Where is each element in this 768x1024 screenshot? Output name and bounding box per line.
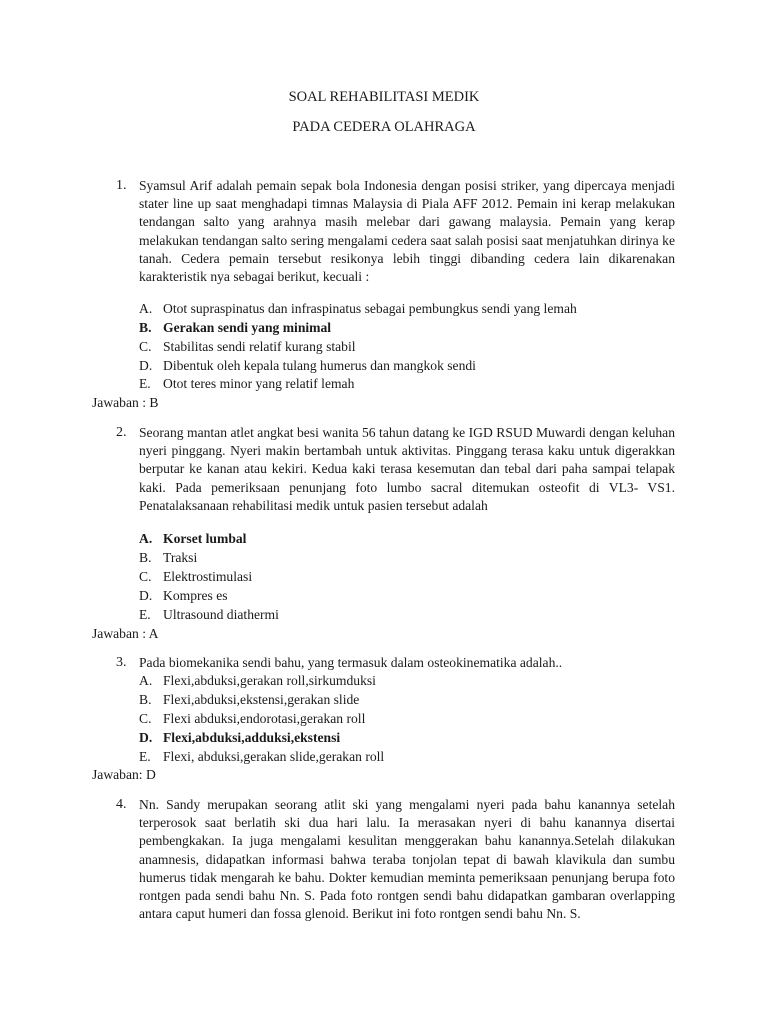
question-stem: Syamsul Arif adalah pemain sepak bola Indonesia dengan posisi striker, yang dipercaya menjadi stater line up saat menghadapi timnas Malaysia di Piala AFF 2012. Pemain ini kerap melakukan tendangan salto yang arahnya masih melebar dari gawang malaysia. Pemain yang kerap melakukan tendangan salto sering mengalami cedera saat salah posisi saat menjatuhkan dirinya ke tanah. Cedera pemain tersebut resikonya lebih tinggi dibanding cedera lain dikarenakan karakteristik nya sebagai berikut, kecuali : <box>139 178 675 285</box>
option-text: Otot teres minor yang relatif lemah <box>163 376 355 391</box>
option-letter: C. <box>139 569 152 584</box>
option-text: Flexi,abduksi,gerakan roll,sirkumduksi <box>163 673 376 688</box>
option-letter: E. <box>139 749 151 764</box>
option-letter: C. <box>139 339 152 354</box>
option-text: Traksi <box>163 550 198 565</box>
option-text: Korset lumbal <box>163 531 247 546</box>
question-number: 4. <box>116 797 127 812</box>
option-text: Flexi,abduksi,adduksi,ekstensi <box>163 730 341 745</box>
option-letter: B. <box>139 692 152 707</box>
option-letter: D. <box>139 358 153 373</box>
question-stem: Pada biomekanika sendi bahu, yang termasuk dalam osteokinematika adalah.. <box>139 655 563 670</box>
answer-key: Jawaban : A <box>92 626 159 641</box>
option-letter: A. <box>139 531 153 546</box>
option-text: Stabilitas sendi relatif kurang stabil <box>163 339 356 354</box>
option-text: Flexi, abduksi,gerakan slide,gerakan roll <box>163 749 385 764</box>
option-text: Flexi abduksi,endorotasi,gerakan roll <box>163 711 366 726</box>
option-letter: D. <box>139 588 153 603</box>
option-letter: B. <box>139 320 152 335</box>
option-letter: E. <box>139 607 151 622</box>
option-text: Ultrasound diathermi <box>163 607 279 622</box>
option-letter: B. <box>139 550 152 565</box>
question-number: 1. <box>116 178 127 193</box>
option-letter: C. <box>139 711 152 726</box>
option-text: Otot supraspinatus dan infraspinatus sebagai pembungkus sendi yang lemah <box>163 301 577 316</box>
answer-key: Jawaban : B <box>92 395 159 410</box>
question-stem: Nn. Sandy merupakan seorang atlit ski yang mengalami nyeri pada bahu kanannya setelah terperosok saat berlatih ski dua hari lalu. Ia merasakan nyeri di bahu kanannya disertai pembengkakan. Ia juga mengalami kesulitan menggerakan bahu kanannya.Setelah dilakukan anamnesis, didapatkan informasi bahwa teraba tonjolan tepat di bawah klavikula dan sumbu humerus tidak mengarah ke bahu. Dokter kemudian meminta pemeriksaan penunjang berupa foto rontgen pada sendi bahu Nn. S. Pada foto rontgen sendi bahu didapatkan gambaran overlapping antara caput humeri dan fossa glenoid. Berikut ini foto rontgen sendi bahu Nn. S. <box>139 797 675 922</box>
document-subtitle: PADA CEDERA OLAHRAGA <box>292 119 476 135</box>
answer-key: Jawaban: D <box>92 767 156 782</box>
option-text: Kompres es <box>163 588 228 603</box>
question-stem: Seorang mantan atlet angkat besi wanita 56 tahun datang ke IGD RSUD Muwardi dengan keluhan nyeri pinggang. Nyeri makin bertambah untuk aktivitas. Pinggang terasa kaku untuk digerakkan berputar ke kanan atau kekiri. Kedua kaki terasa kesemutan dan tebal dari paha sampai telapak kaki. Pada pemeriksaan penunjang foto lumbo sacral ditemukan osteofit di VL3- VS1. Penatalaksanaan rehabilitasi medik untuk pasien tersebut adalah <box>139 425 675 513</box>
option-letter: A. <box>139 301 153 316</box>
option-letter: E. <box>139 376 151 391</box>
option-text: Gerakan sendi yang minimal <box>163 320 332 335</box>
option-letter: D. <box>139 730 153 745</box>
option-text: Dibentuk oleh kepala tulang humerus dan mangkok sendi <box>163 358 476 373</box>
option-text: Elektrostimulasi <box>163 569 253 584</box>
question-number: 3. <box>116 655 127 670</box>
option-text: Flexi,abduksi,ekstensi,gerakan slide <box>163 692 360 707</box>
option-letter: A. <box>139 673 153 688</box>
question-number: 2. <box>116 425 127 440</box>
document-title: SOAL REHABILITASI MEDIK <box>288 89 480 105</box>
